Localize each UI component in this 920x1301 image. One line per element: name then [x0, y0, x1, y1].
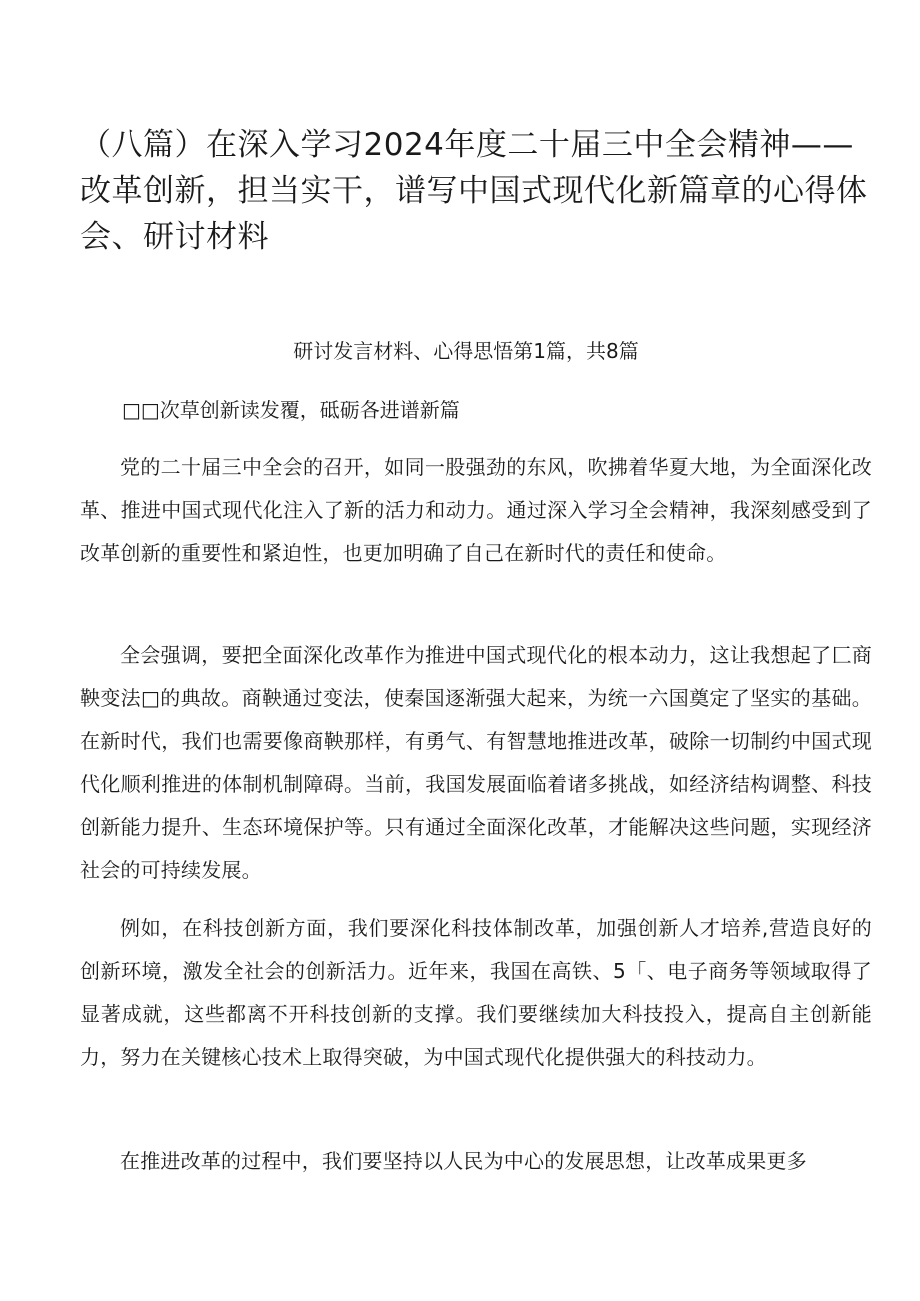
section-heading: □□次草创新读发覆，砥砺各进谱新篇 — [122, 398, 460, 422]
paragraph-text: 例如，在科技创新方面，我们要深化科技体制改革，加强创新人才培养,营造良好的创新环境，激发全社会的创新活力。近年来，我国在高铁、5「、电子商务等领域取得了显著成就，这些都离不开科技创新的支撑。我们要继续加大科技投入，提高自主创新能力，努力在关键核心技术上取得突破，为中国式现代化提供强大的科技动力。 — [80, 916, 872, 1069]
body-paragraph-4 — [80, 1140, 872, 1183]
document-subtitle: 研讨发言材料、心得思悟第1篇，共8篇 — [293, 339, 639, 363]
body-paragraph-2 — [80, 634, 872, 892]
paragraph-text: 在推进改革的过程中，我们要坚持以人民为中心的发展思想，让改革成果更多 — [120, 1149, 807, 1173]
document-title: （八篇）在深入学习2024年度二十届三中全会精神——改革创新，担当实干，谱写中国式现代化新篇章的心得体会、研讨材料 — [80, 127, 868, 255]
body-paragraph-3 — [80, 907, 872, 1079]
body-paragraph-1 — [80, 446, 872, 575]
paragraph-text: 党的二十届三中全会的召开，如同一股强劲的东风，吹拂着华夏大地，为全面深化改革、推进中国式现代化注入了新的活力和动力。通过深入学习全会精神，我深刻感受到了改革创新的重要性和紧迫性，也更加明确了自己在新时代的责任和使命。 — [80, 455, 872, 565]
paragraph-text: 全会强调，要把全面深化改革作为推进中国式现代化的根本动力，这让我想起了匚商鞅变法□的典故。商鞅通过变法，使秦国逐渐强大起来，为统一六国奠定了坚实的基础。在新时代，我们也需要像商鞅那样，有勇气、有智慧地推进改革，破除一切制约中国式现代化顺利推进的体制机制障碍。当前，我国发展面临着诸多挑战，如经济结构调整、科技创新能力提升、生态环境保护等。只有通过全面深化改革，才能解决这些问题，实现经济社会的可持续发展。 — [80, 643, 872, 882]
